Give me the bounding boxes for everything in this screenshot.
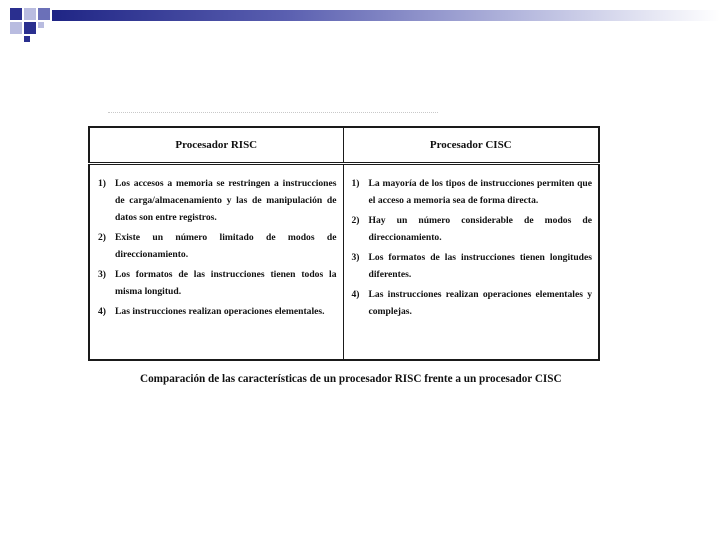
list-item-number: 4) bbox=[351, 289, 360, 300]
comparison-table bbox=[88, 126, 600, 361]
decor-square-icon bbox=[38, 8, 50, 20]
list-item bbox=[352, 175, 593, 209]
list-item-text: Las instrucciones realizan operaciones elementales y complejas. bbox=[368, 289, 592, 317]
decor-square-icon bbox=[24, 36, 30, 42]
list-item-number: 2) bbox=[351, 215, 360, 226]
list-item bbox=[352, 212, 593, 246]
list-item-number: 2) bbox=[98, 232, 106, 243]
decor-square-icon bbox=[24, 22, 36, 34]
list-item-text: Los formatos de las instrucciones tienen todos la misma longitud. bbox=[115, 269, 337, 297]
list-item-number: 1) bbox=[98, 178, 106, 189]
decor-square-icon bbox=[10, 8, 22, 20]
list-item-number: 4) bbox=[98, 306, 106, 317]
list-item-number: 3) bbox=[351, 252, 360, 263]
scan-artifact bbox=[108, 112, 438, 117]
list-item-number: 1) bbox=[351, 178, 360, 189]
list-item bbox=[98, 266, 337, 300]
table-header-row bbox=[89, 127, 599, 164]
list-item-text: Existe un número limitado de modos de direccionamiento. bbox=[115, 232, 337, 260]
risc-column-cell bbox=[89, 164, 343, 361]
list-item bbox=[352, 286, 593, 320]
list-item bbox=[98, 303, 337, 320]
list-item bbox=[98, 229, 337, 263]
decor-square-icon bbox=[10, 22, 22, 34]
table-body-row bbox=[89, 164, 599, 361]
list-item-text: Los formatos de las instrucciones tienen longitudes diferentes. bbox=[368, 252, 592, 280]
list-item-text: Los accesos a memoria se restringen a instrucciones de carga/almacenamiento y las de manipulación de datos son entre registros. bbox=[115, 178, 337, 223]
list-item bbox=[98, 175, 337, 226]
decor-gradient-bar bbox=[52, 10, 720, 21]
decor-square-icon bbox=[24, 8, 36, 20]
column-header-risc: Procesador RISC bbox=[89, 127, 343, 164]
slide-header-decoration bbox=[0, 0, 720, 44]
list-item bbox=[352, 249, 593, 283]
list-item-number: 3) bbox=[98, 269, 106, 280]
column-header-cisc: Procesador CISC bbox=[343, 127, 599, 164]
table-caption: Comparación de las características de un procesador RISC frente a un procesador CISC bbox=[140, 373, 562, 385]
list-item-text: Hay un número considerable de modos de direccionamiento. bbox=[368, 215, 592, 243]
list-item-text: La mayoría de los tipos de instrucciones permiten que el acceso a memoria sea de forma directa. bbox=[368, 178, 592, 206]
list-item-text: Las instrucciones realizan operaciones elementales. bbox=[115, 306, 325, 317]
cisc-column-cell bbox=[343, 164, 599, 361]
decor-square-icon bbox=[38, 22, 44, 28]
